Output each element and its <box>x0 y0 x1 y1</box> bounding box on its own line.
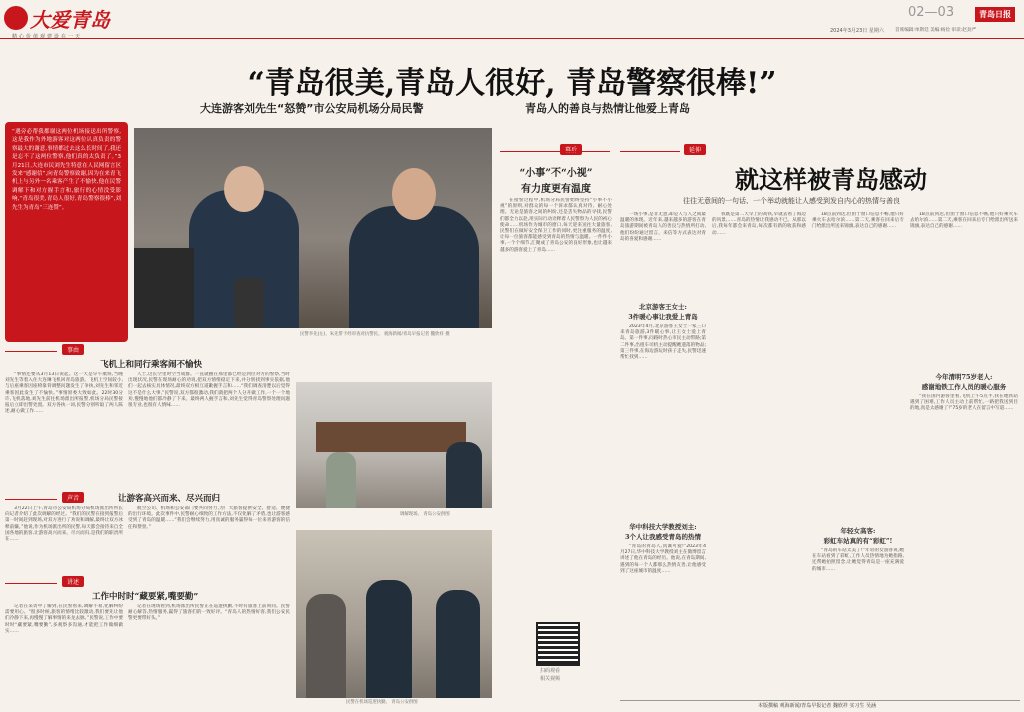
main-headline: “青岛很美,青岛人很好, 青岛警察很棒!” <box>247 66 777 101</box>
section1-title: 飞机上和同行乘客闹不愉快 <box>100 360 203 370</box>
right-sub2-body: “青岛的青岛人,真诚可爱!”2023年4月27日,华中科技大学教授刘主在微博留言讲述了他在青岛的经历。他说,在青岛期间,遇到的每一个人都那么热情友善,让他感受到了这座城市的温度…… <box>620 544 706 574</box>
section3-title: 工作中时时“藏要紧,嘴要勤” <box>92 592 199 602</box>
middle-tag: 幕后 <box>560 144 582 155</box>
camera <box>134 248 194 328</box>
main-photo <box>134 128 492 328</box>
section2-body: 3月22日上午,青岛市公安局机场分局机场派出所所长向记者介绍了此次调解的经过。“我们的民警在接到报警后第一时间赶到现场,对双方进行了劝说和调解,最终让双方冰释前嫌。”他说,作为机场派出所的民警,每天都会接待来自全国各地的旅客,让游客高兴而来、尽兴而归,是我们的职责所在…… <box>5 506 123 543</box>
microphone <box>234 278 264 328</box>
intro-box <box>5 122 128 342</box>
section1-tag: 事由 <box>62 344 84 355</box>
officer-right <box>349 206 479 328</box>
middle-body: 在接警过程中,机场分局民警始终坚持“小事不小视”的原则,对群众的每一个诉求都认真对待、耐心处理。无论是旅客之间的纠纷,还是丢失物品的寻找,民警们都全力以赴,用实际行动诠释着人民警察为人民的初心使命……机场作为城市的窗口,每天迎来送往大量旅客,民警们在做好安全保卫工作的同时,更注重服务的温度,让每一位旅客都能感受到青岛的热情与温暖。一件件小事,一个个细节,汇聚成了青岛公安的良好形象,也让越来越多的游客爱上了青岛…… <box>500 198 612 253</box>
center-photo-caption: 调解现场。 青岛公安供图 <box>400 512 450 517</box>
officer-bottom-2 <box>436 590 480 698</box>
masthead-slogan: 精心价值观建设在一天 <box>12 34 83 40</box>
right-subtitle: 往往无意间的一句话、一个举动就能让人感受到发自内心的热情与善良 <box>683 197 900 205</box>
right-sub2: 华中科技大学教授刘主: <box>629 523 697 531</box>
right-sub2b: 3个人让我感受青岛的热情 <box>624 533 702 541</box>
right-sub4b: 感谢地铁工作人员的暖心服务 <box>921 383 1007 391</box>
section1-col2: 人士,这长空里时空当成群。一直就握在那里都已经是到位对方的警察,当时出现状况,民警在现场耐心的劝说,把双方情绪稳定下来,并分别找到事实依据,他们一起去核实具体情况,最终双方相互道歉握手言和……“我们调查清楚以后觉得这不是什么大事,”民警说,双方都很激动,我们就把两个人分开做工作,一个一个地劝,慢慢地他们都冷静了下来。最终两人握手言和,刘先生觉得青岛警察处理问题很专业,也很有人情味…… <box>128 372 290 409</box>
right-sub3-body: “青岛的车站太美了!”年轻的女游客说,她在车站看到了彩虹,工作人员热情地为她指路,还帮她拍照留念,让她觉得青岛是一座充满爱的城市…… <box>812 548 904 572</box>
right-sub1-body: 2023年4月,北京游客王女士一家三口来青岛旅游,3件暖心事,让王女士爱上青岛。第一件事,问路时热心市民主动带路;第二件事,出租车司机主动提醒她遗落的物品;第三件事,在海边游玩时孩子走失,民警迅速帮忙找到…… <box>620 324 706 361</box>
section1-rule <box>5 351 57 352</box>
officer-bottom-1 <box>366 580 412 698</box>
right-sub1: 北京游客王女士: <box>639 303 687 311</box>
right-col-d-top: 18点前到达,但由于窗口信息不畅,他只好乘火车去哈尔滨……第二天,乘客在回来后专门给派出所送来锦旗,表达自己的感谢…… <box>812 212 904 230</box>
logo-mark <box>4 6 28 30</box>
middle-rule <box>500 151 610 152</box>
bottom-photo <box>296 530 492 698</box>
qr-caption-1: 扫码观看 <box>540 668 561 674</box>
footer-rule <box>620 700 1020 701</box>
editors: 首席编辑:单斯廷 美编:杨俭 审读:赵劲严 <box>895 28 977 33</box>
intro-text: “遇旁必帮我都谢这两位机场接送出所警察,这是我作为外地游客对这两位认真负责的警察最大的谢意,事情都过去这么长时间了,我还是忘不了这两位警察,他们真的太负责了。”3月21日,大连市民刘先生特意在人民网留言区发来“感谢信”,向青岛警察致谢,因为在来青飞机上与另外一名乘客产生了不愉快,他在民警调解下和对方握手言和,旅行的心情没受影响,“青岛很美,青岛人很好,青岛警察很棒”,刘先生为青岛“三连赞”。 <box>12 129 121 211</box>
right-rule <box>620 151 680 152</box>
right-title: 就这样被青岛感动 <box>735 166 927 194</box>
logo-text: 大爱青岛 <box>30 8 110 32</box>
middle-title-2: 有力度更有温度 <box>521 184 591 195</box>
right-col-c: 我既是第二天早上的高铁,早就去看了海边的风景,……青岛的热情让我感动不已。从那以后,我每年都会来青岛,每次都有新的收获和感动…… <box>712 212 806 236</box>
section2-title: 让游客高兴而来、尽兴而归 <box>118 494 221 504</box>
officer-figure <box>446 442 482 508</box>
section3-tag: 讲述 <box>62 576 84 587</box>
qr-code[interactable] <box>536 622 580 666</box>
section3-body: 记者在采访中了解到,在民警看来,调解不易,化解纠纷需要用心。“很多时候,旅客的情绪比较激动,我们要先让他们冷静下来,再慢慢了解事情的来龙去脉。”民警说,工作中要时时“藏要紧,嘴要勤”,多观察多沟通,才能把工作做细做实…… <box>5 604 123 634</box>
section3-col2: 记者在现场看到,机场派出所民警正在巡逻执勤,不时有旅客上前询问。民警耐心解答,热情服务,赢得了旅客们的一致好评。“青岛人的热情好客,我们公安民警更要带好头。” <box>128 604 290 622</box>
subheadline-left: 大连游客刘先生“怒赞”市公安局机场分局民警 <box>200 102 424 115</box>
visitor-figure <box>326 452 356 508</box>
page-number: 02—03 <box>908 5 955 20</box>
right-sub1b: 3件暖心事让我爱上青岛 <box>628 313 698 321</box>
bottom-photo-caption: 民警在机场巡逻执勤。 青岛公安供图 <box>346 700 418 705</box>
officer-right-head <box>392 168 436 220</box>
subheadline-right: 青岛人的善良与热情让他爱上青岛 <box>525 102 690 115</box>
date-info: 2024年3月23日 星期六 <box>830 28 884 34</box>
section1-body: “事情还要从3月13日说起。这一天是早午航班,当晚刘先生等着入住大连琳飞机回青岛旅游。飞机上空间较小,与后座乘客因座椅靠背调整问题发生了争执,刘先生和邻近乘客因此发生了不愉快。”事情原委大致如此。22时30分许,飞机落地,刘先生前往机场派出所报警,机场分局民警接报后立即出警处置。双方各执一词,民警分别听取了两人陈述,耐心做工作…… <box>5 372 123 415</box>
meeting-table <box>316 422 466 452</box>
masthead <box>0 0 1024 48</box>
right-col-e-top: 18点前到达,但由于窗口信息不畅,他只好乘火车去哈尔滨……第二天,乘客在回来后专门给派出所送来锦旗,表达自己的感谢…… <box>910 212 1018 230</box>
footer-credit: 本版撰稿 观海新闻/青岛早报记者 魏欣祥 实习生 吴涵 <box>758 703 877 709</box>
traveler-figure <box>306 594 346 698</box>
qr-caption-2: 相关视频 <box>540 676 561 682</box>
masthead-rule <box>0 38 1024 39</box>
right-sub4-body: “我在国内游客里看,飞机上午5点半,我在地铁站遇到了困难,工作人员主动上前帮忙,一路把我送到目的地,真是太感谢了!”75岁的老人在留言中写道…… <box>910 394 1018 412</box>
section2-tag: 声音 <box>62 492 84 503</box>
officer-left-head <box>224 166 264 212</box>
middle-title-1: “小事”不“小视” <box>519 168 593 179</box>
right-sub4: 今年清明75岁老人: <box>935 373 993 381</box>
main-photo-caption: 民警李先(左)、朱先带卡经审查对抗警民。 观海新闻/青岛早报记者 魏欣祥 摄 <box>300 332 450 337</box>
section2-col2: 航空公司、机场和公安部门要共同努力,为广大旅客提供安全、舒适、便捷的出行环境。此次事件中,民警耐心细致的工作方法,不仅化解了矛盾,也让游客感受到了青岛的温暖……“我们会继续努力,用真诚的服务赢得每一位来青游客的信任和赞誉。” <box>128 506 290 530</box>
section3-rule <box>5 583 57 584</box>
right-sub3: 年轻女高客: <box>840 527 876 535</box>
section2-rule <box>5 499 57 500</box>
center-photo <box>296 382 492 508</box>
brand-badge: 青岛日报 <box>975 7 1015 22</box>
right-intro: 一场小事,是非无意,却是人与人之间最温暖的体现。近年来,越来越多的游客在青岛旅游期间被青岛人的善良与热情所打动,他们纷纷通过留言、来信等方式表达对青岛的喜爱和感谢…… <box>620 212 706 242</box>
right-sub3b: 彩虹车站真的有“彩虹”! <box>823 537 893 545</box>
right-tag: 延伸 <box>684 144 706 155</box>
